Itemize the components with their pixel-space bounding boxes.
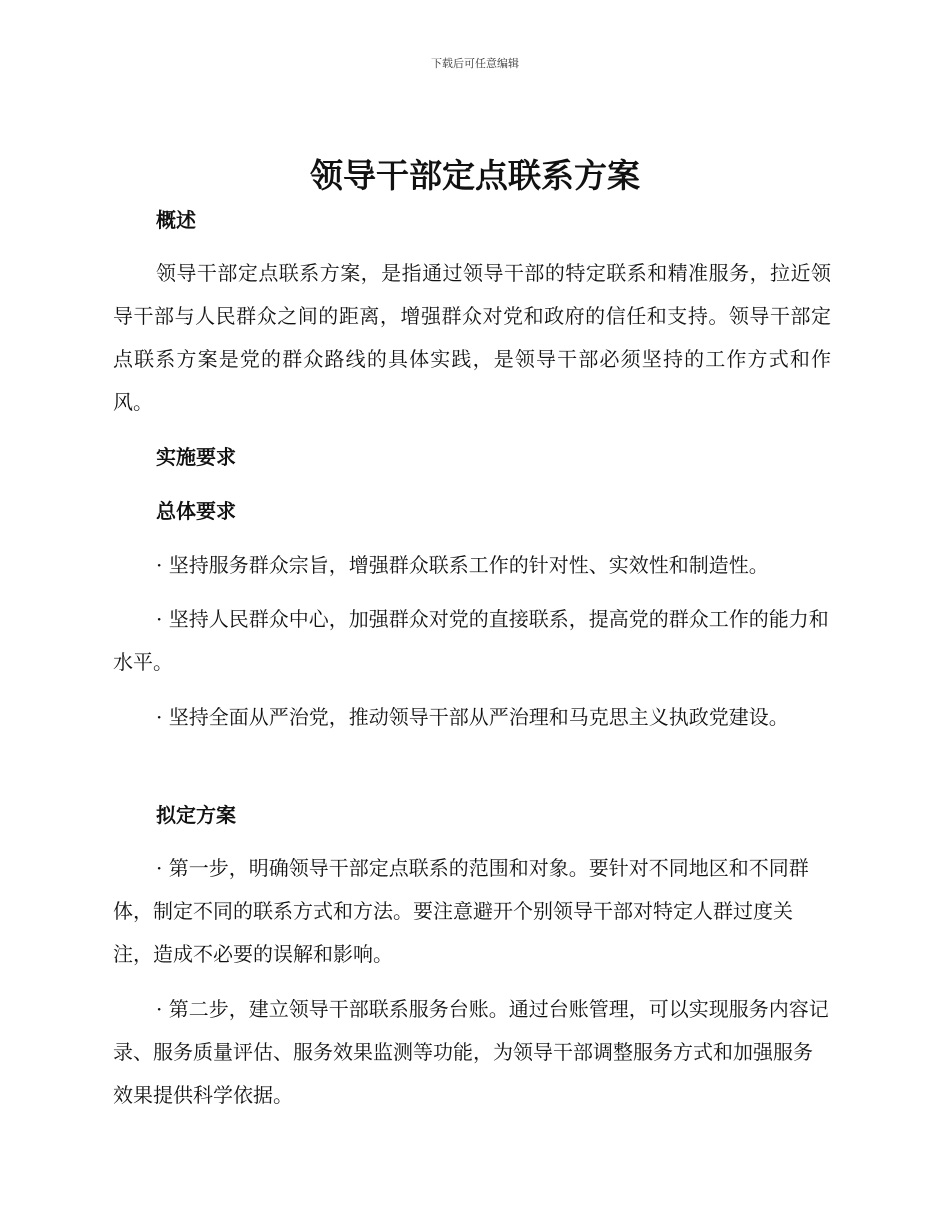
general-item-3: · 坚持全面从严治党，推动领导干部从严治理和马克思主义执政党建设。 xyxy=(156,705,789,729)
general-item-2: · 坚持人民群众中心，加强群众对党的直接联系，提高党的群众工作的能力和水平。 xyxy=(113,607,829,674)
document-title: 领导干部定点联系方案 xyxy=(310,156,640,195)
general-item-1: · 坚持服务群众宗旨，增强群众联系工作的针对性、实效性和制造性。 xyxy=(156,553,769,577)
plan-item-2: · 第二步，建立领导干部联系服务台账。通过台账管理，可以实现服务内容记录、服务质量评估、服务效果监测等功能，为领导干部调整服务方式和加强服务效果提供科学依据。 xyxy=(113,997,829,1107)
plan-item-1: · 第一步，明确领导干部定点联系的范围和对象。要针对不同地区和不同群体，制定不同的联系方式和方法。要注意避开个别领导干部对特定人群过度关注，造成不必要的误解和影响。 xyxy=(113,856,809,966)
general-requirements-heading: 总体要求 xyxy=(156,499,236,523)
implementation-heading: 实施要求 xyxy=(156,445,236,469)
header-note: 下载后可任意编辑 xyxy=(431,57,519,70)
overview-heading: 概述 xyxy=(156,208,196,232)
plan-heading: 拟定方案 xyxy=(156,803,236,827)
overview-paragraph: 领导干部定点联系方案，是指通过领导干部的特定联系和精准服务，拉近领导干部与人民群众之间的距离，增强群众对党和政府的信任和支持。领导干部定点联系方案是党的群众路线的具体实践，是领导干部必须坚持的工作方式和作风。 xyxy=(113,261,831,414)
